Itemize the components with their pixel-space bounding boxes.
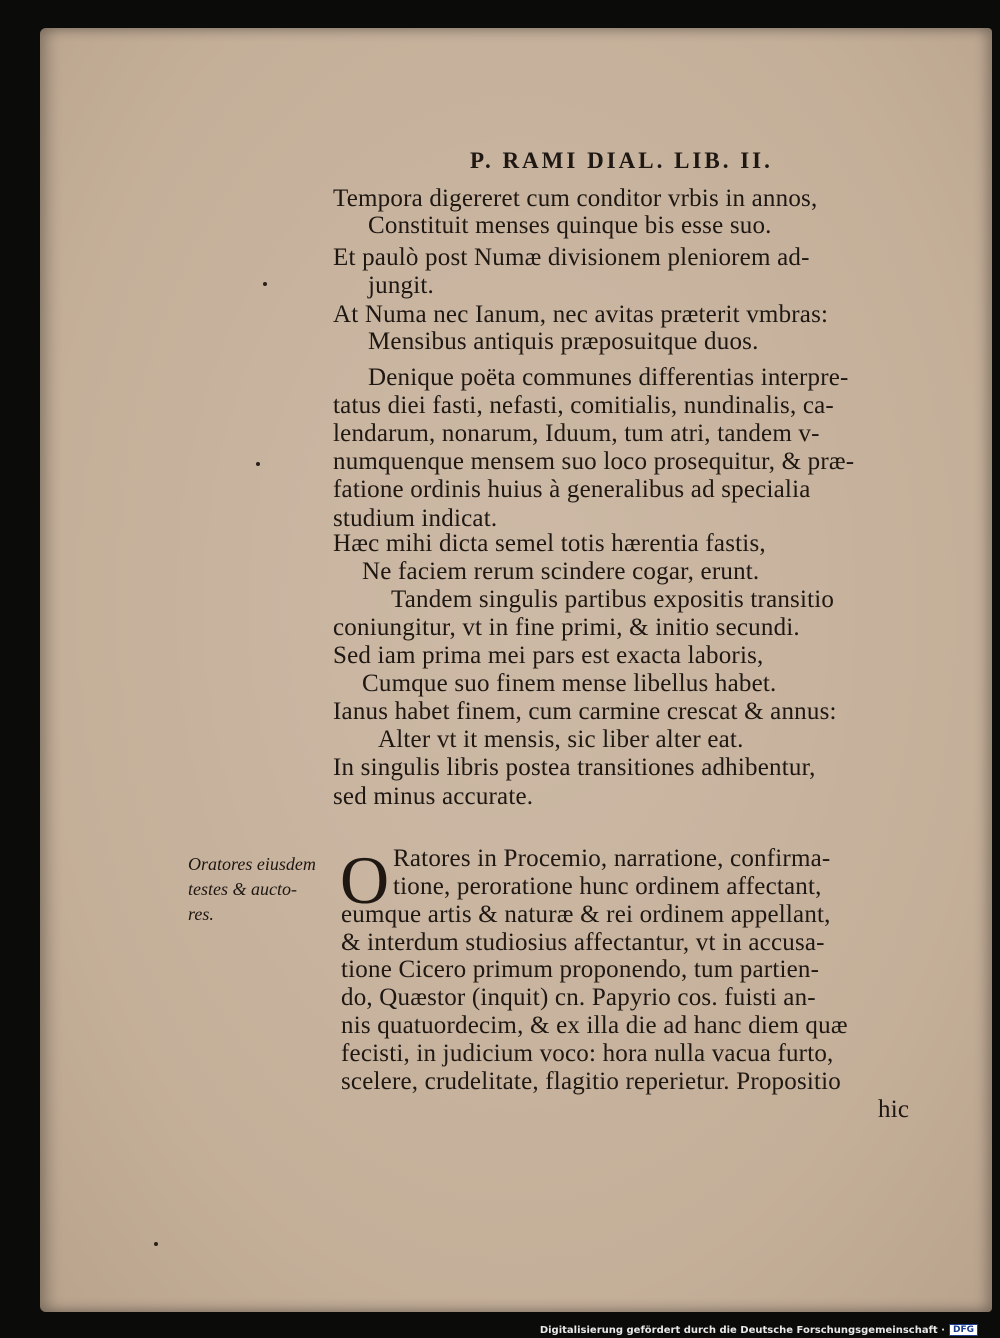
text-line: coniungitur, vt in fine primi, & initio secundi. [333, 614, 800, 641]
dfg-logo-icon: DFG [949, 1324, 978, 1336]
text-line: Mensibus antiquis præposuitque duos. [368, 328, 759, 355]
text-line: Hæc mihi dicta semel totis hærentia fastis, [333, 530, 766, 557]
text-line: In singulis libris postea transitiones adhibentur, [333, 754, 816, 781]
text-line: Denique poëta communes differentias interpre- [368, 364, 849, 391]
text-line: sed minus accurate. [333, 783, 534, 810]
text-line: fatione ordinis huius à generalibus ad specialia [333, 476, 811, 503]
text-line: Alter vt it mensis, sic liber alter eat. [378, 726, 744, 753]
text-line: & interdum studiosius affectantur, vt in accusa- [341, 929, 825, 956]
ink-speck [256, 462, 260, 466]
text-line: At Numa nec Ianum, nec avitas præterit vmbras: [333, 301, 829, 328]
running-head: P. RAMI DIAL. LIB. II. [470, 148, 773, 173]
marginal-note-line: testes & aucto- [188, 879, 297, 899]
marginal-note-line: res. [188, 904, 214, 924]
text-line: studium indicat. [333, 505, 498, 532]
text-line: numquenque mensem suo loco prosequitur, & præ- [333, 448, 855, 475]
credit-text: Digitalisierung gefördert durch die Deutsche Forschungsgemeinschaft · [539, 1324, 945, 1336]
text-line: Tandem singulis partibus expositis transitio [391, 586, 835, 613]
text-line: Cumque suo finem mense libellus habet. [362, 670, 777, 697]
text-line: tatus diei fasti, nefasti, comitialis, nundinalis, ca- [333, 392, 834, 419]
text-line: eumque artis & naturæ & rei ordinem appellant, [341, 901, 831, 928]
text-line: Constituit menses quinque bis esse suo. [368, 212, 772, 239]
text-line: scelere, crudelitate, flagitio reperietur. Propositio [341, 1068, 842, 1095]
text-line: tione Cicero primum proponendo, tum partien- [341, 956, 820, 983]
text-line: Ne faciem rerum scindere cogar, erunt. [362, 558, 760, 585]
text-line: tione, peroratione hunc ordinem affectant, [393, 873, 822, 900]
text-line: do, Quæstor (inquit) cn. Papyrio cos. fuisti an- [341, 984, 816, 1011]
text-line: Ianus habet finem, cum carmine crescat & annus: [333, 698, 837, 725]
ink-speck [263, 282, 267, 286]
marginal-note [188, 852, 338, 927]
catchword: hic [878, 1096, 910, 1123]
marginal-note-line: Oratores eiusdem [188, 854, 316, 874]
text-line: lendarum, nonarum, Iduum, tum atri, tandem v- [333, 420, 820, 447]
text-line: Tempora digereret cum conditor vrbis in annos, [333, 185, 818, 212]
text-line: Et paulò post Numæ divisionem pleniorem ad- [333, 244, 810, 271]
digitization-credit [540, 1324, 978, 1336]
text-line: nis quatuordecim, & ex illa die ad hanc diem quæ [341, 1012, 848, 1039]
text-line: jungit. [368, 272, 434, 299]
drop-cap: O [340, 842, 390, 918]
text-line: fecisti, in judicium voco: hora nulla vacua furto, [341, 1040, 834, 1067]
text-line: Sed iam prima mei pars est exacta laboris, [333, 642, 764, 669]
ink-speck [154, 1242, 158, 1246]
text-line: Ratores in Procemio, narratione, confirma- [393, 845, 831, 872]
